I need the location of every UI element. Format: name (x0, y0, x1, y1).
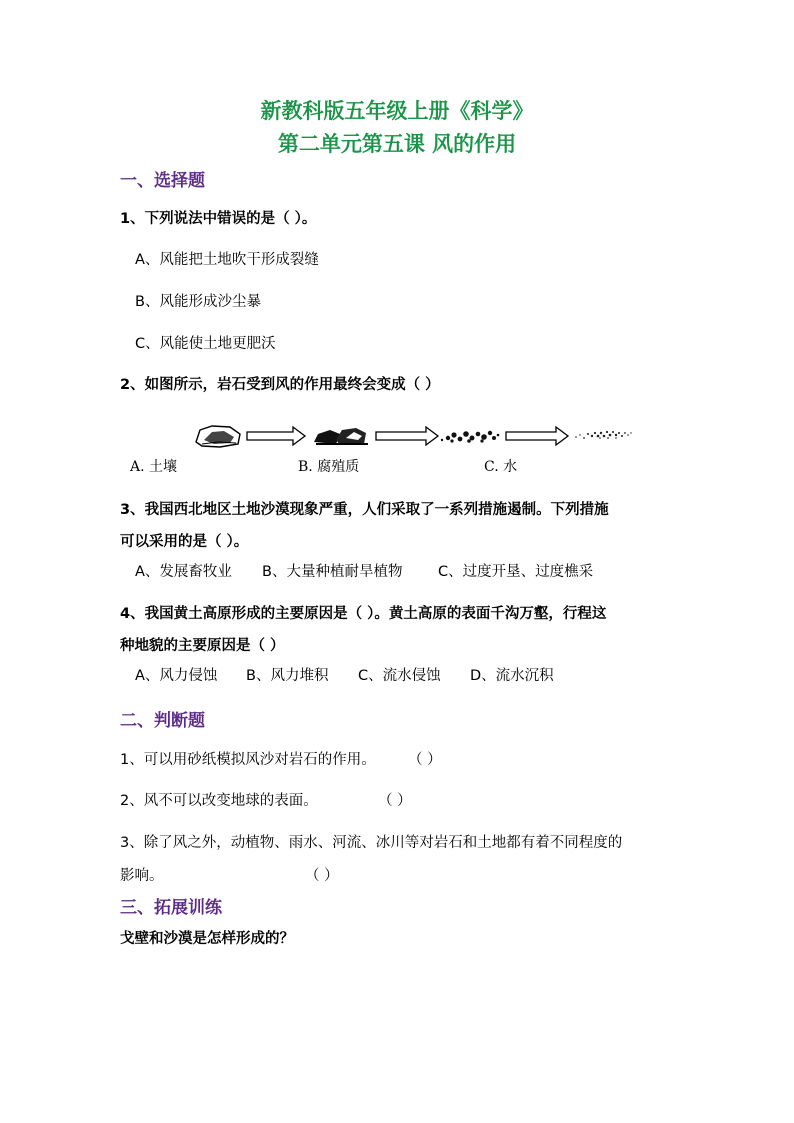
tf-item-2-blank: （ ） (378, 793, 412, 809)
document-title-line1: 新教科版五年级上册《科学》 (260, 99, 534, 123)
q3-option-a: A、发展畜牧业 (135, 564, 232, 580)
q3-option-c: C、过度开垦、过度樵采 (438, 564, 594, 580)
broken-rock-icon (314, 428, 368, 445)
question-4-line1: 4、我国黄土高原形成的主要原因是（ ）。黄土高原的表面千沟万壑，行程这 (120, 606, 607, 622)
question-3-line2: 可以采用的是（ ）。 (120, 534, 249, 550)
figure-label-c: C. 水 (484, 459, 518, 475)
extension-question: 戈壁和沙漠是怎样形成的？ (120, 930, 294, 947)
q4-option-b: B、风力堆积 (246, 668, 329, 684)
section-heading-extension: 三、拓展训练 (120, 898, 222, 918)
q4-option-d: D、流水沉积 (470, 668, 554, 684)
tf-item-3-line1: 3、除了风之外，动植物、雨水、河流、冰川等对岩石和土地都有着不同程度的 (120, 835, 623, 851)
question-2: 2、如图所示，岩石受到风的作用最终会变成（ ） (120, 377, 440, 393)
q1-option-c: C、风能使土地更肥沃 (135, 336, 276, 352)
dust-icon (575, 431, 631, 439)
arrow-icon (247, 427, 305, 445)
rock-icon (196, 426, 240, 447)
q4-option-c: C、流水侵蚀 (358, 668, 441, 684)
section-heading-choice: 一、选择题 (120, 171, 205, 191)
q3-option-b: B、大量种植耐旱植物 (262, 564, 403, 580)
figure-label-b: B. 腐殖质 (298, 459, 360, 475)
question-3-line1: 3、我国西北地区土地沙漠现象严重，人们采取了一系列措施遏制。下列措施 (120, 502, 609, 518)
q4-option-a: A、风力侵蚀 (135, 668, 218, 684)
tf-item-1: 1、可以用砂纸模拟风沙对岩石的作用。 (120, 752, 376, 768)
tf-item-3-line2: 影响。 (120, 868, 164, 884)
arrow-icon (376, 427, 438, 445)
q1-option-b: B、风能形成沙尘暴 (135, 294, 261, 310)
figure-label-a: A. 土壤 (130, 459, 178, 475)
question-1: 1、下列说法中错误的是（ ）。 (120, 211, 317, 227)
tf-item-2: 2、风不可以改变地球的表面。 (120, 793, 318, 809)
section-heading-true-false: 二、判断题 (120, 711, 205, 731)
arrow-icon (506, 427, 568, 445)
tf-item-3-blank: （ ） (305, 868, 339, 884)
q1-option-a: A、风能把土地吹干形成裂缝 (135, 252, 319, 268)
question-4-line2: 种地貌的主要原因是（ ） (120, 638, 285, 654)
document-title-line2: 第二单元第五课 风的作用 (277, 132, 517, 156)
tf-item-1-blank: （ ） (408, 752, 442, 768)
rock-weathering-figure (190, 420, 640, 450)
gravel-icon (441, 431, 500, 443)
